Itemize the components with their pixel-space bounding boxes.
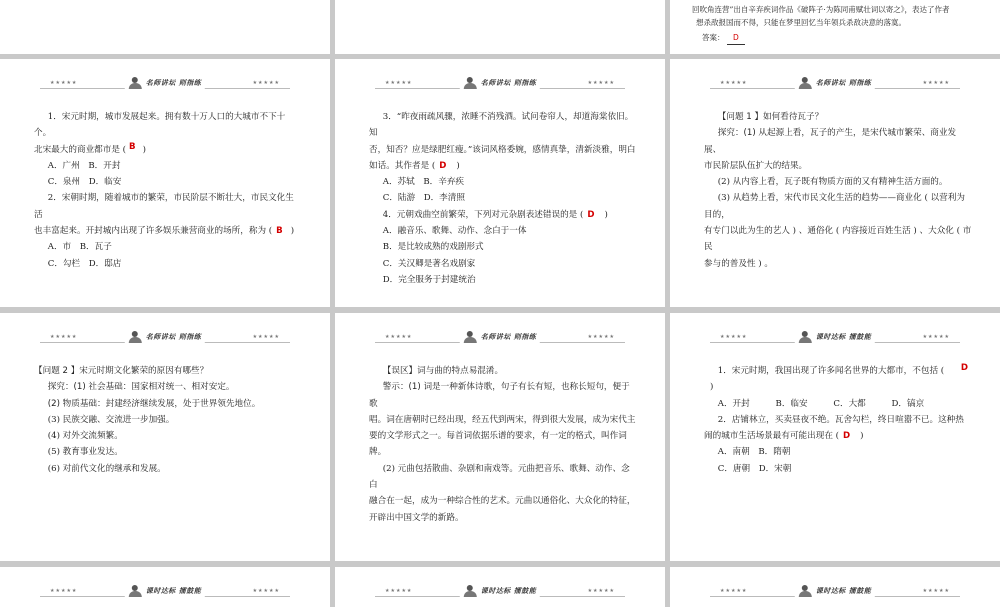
banner-label: 名师讲坛 则指练 [145, 79, 202, 87]
option-row: B．是比较成熟的戏剧形式 [382, 242, 484, 253]
section-banner [335, 585, 665, 601]
slide-3 [670, 0, 1000, 54]
section-banner [670, 77, 1000, 93]
question-2: 2．店铺林立，买卖昼夜不绝。瓦舍勾栏，终日喧嚣不已。这种热 [717, 414, 964, 425]
question-3: 3．“昨夜雨疏风骤，浓睡不消残酒。试问卷帘人，却道海棠依旧。知 [369, 112, 634, 139]
option-row: C．陆游 D．李清照 [382, 193, 465, 204]
student-icon [129, 585, 143, 597]
stars-decoration: ★★★★★ [587, 334, 615, 340]
answer-mark: B [276, 226, 283, 237]
slide-9: ★★★★★ ★★★★★ 课时达标 擂鼓能 1．宋元时期，我国出现了许多闻名世界的大都市，不包括 ( D) A．开封 B．临安 C．大都 D．镐京 2．店铺林立，买卖昼夜不绝。瓦舍勾栏，终日喧嚣不已。这种热 闹的城市生活场景最有可能出现在 ( D ) A．南朝 B．隋朝 C．唐朝 D．宋朝 [670, 313, 1000, 561]
section-banner [670, 331, 1000, 347]
stars-decoration: ★★★★★ [720, 80, 748, 86]
banner-label: 名师讲坛 则指练 [480, 79, 537, 87]
slide-2 [335, 0, 665, 54]
stars-decoration: ★★★★★ [922, 80, 950, 86]
stars-decoration: ★★★★★ [385, 588, 413, 594]
answer-mark: D [587, 209, 595, 220]
answer-label: 答案： [702, 33, 725, 42]
option-row: A．苏轼 B．辛弃疾 [382, 177, 465, 188]
option-row: A．融音乐、歌舞、动作、念白于一体 [382, 226, 527, 237]
problem-title: 【问题 1 】如何看待瓦子？ [717, 112, 824, 122]
stars-decoration: ★★★★★ [922, 334, 950, 340]
section-banner [0, 585, 330, 601]
section-banner [0, 331, 330, 347]
option-row: A．市 B．瓦子 [47, 242, 112, 253]
stars-decoration: ★★★★★ [252, 80, 280, 86]
question-4: 4．元朝戏曲空前繁荣，下列对元杂剧表述错误的是 ( [382, 209, 584, 220]
banner-label: 名师讲坛 则指练 [815, 79, 872, 87]
option-row: D．完全服务于封建统治 [382, 274, 476, 285]
option-row: A．南朝 B．隋朝 [717, 447, 791, 458]
teacher-icon [799, 77, 813, 89]
answer-mark: D [439, 160, 447, 171]
stars-decoration: ★★★★★ [720, 334, 748, 340]
banner-label: 课时达标 擂鼓能 [815, 333, 872, 341]
banner-label: 课时达标 擂鼓能 [145, 587, 202, 595]
slide-7: ★★★★★ ★★★★★ 名师讲坛 则指练 【问题 2 】宋元时期文化繁荣的原因有哪些？ 探究：(1) 社会基础：国家相对统一、相对安定。 (2) 物质基础：封建经济继续发展，处于世界领先地位。 (3) 民族交融、交流进一步加强。 (4) 对外交流频繁。 (5) 教育事业发达。 (6) 对前代文化的继承和发展。 [0, 313, 330, 561]
student-icon [799, 585, 813, 597]
slide-11 [335, 567, 665, 607]
option-row: A．开封 B．临安 C．大都 D．镐京 [717, 398, 925, 409]
banner-label: 名师讲坛 则指练 [480, 333, 537, 341]
student-icon [799, 331, 813, 343]
banner-label: 名师讲坛 则指练 [145, 333, 202, 341]
stars-decoration: ★★★★★ [385, 334, 413, 340]
option-row: C．关汉卿是著名戏剧家 [382, 258, 476, 269]
teacher-icon [129, 331, 143, 343]
text-line: 回吹角连营”出自辛弃疾词作品《破阵子·为陈同甫赋壮词以寄之》，表达了作者 [692, 5, 950, 14]
answer-mark: B [129, 141, 136, 152]
section-banner [0, 77, 330, 93]
stars-decoration: ★★★★★ [50, 588, 78, 594]
stars-decoration: ★★★★★ [587, 80, 615, 86]
stars-decoration: ★★★★★ [720, 588, 748, 594]
problem-title: 【问题 2 】宋元时期文化繁荣的原因有哪些？ [34, 366, 209, 376]
answer-value: D [727, 31, 745, 45]
stars-decoration: ★★★★★ [50, 334, 78, 340]
banner-label: 课时达标 擂鼓能 [480, 587, 537, 595]
slide-5: ★★★★★ ★★★★★ 名师讲坛 则指练 3．“昨夜雨疏风骤，浓睡不消残酒。试问卷帘人，却道海棠依旧。知 否，知否？应是绿肥红瘦。”该词风格委婉，感情真挚，清新淡雅，明白 如话。其作者是 ( D ) A．苏轼 B．辛弃疾 C．陆游 D．李清照 4．元朝戏曲空前繁荣，下列对元杂剧表述错误的是 ( D ) A．融音乐、歌舞、动作、念白于一体 B．是比较成熟的戏剧形式 C．关汉卿是著名戏剧家 D．完全服务于封建统治 [335, 59, 665, 307]
stars-decoration: ★★★★★ [587, 588, 615, 594]
question-1: 1．宋元时期，城市发展起来。拥有数十万人口的大城市不下十个。 [34, 112, 286, 139]
option-row: C．勾栏 D．邸店 [47, 258, 122, 269]
student-icon [464, 585, 478, 597]
option-row: A．广州 B．开封 [47, 160, 121, 171]
problem-title: 【误区】词与曲的特点易混淆。 [382, 366, 504, 376]
stars-decoration: ★★★★★ [385, 80, 413, 86]
slide-1 [0, 0, 330, 54]
banner-label: 课时达标 擂鼓能 [815, 587, 872, 595]
stars-decoration: ★★★★★ [50, 80, 78, 86]
text-line: 想杀敌报国而不得，只能在梦里回忆当年领兵杀敌决意的落寞。 [696, 18, 906, 27]
section-banner [335, 77, 665, 93]
slide-10 [0, 567, 330, 607]
section-banner [670, 585, 1000, 601]
teacher-icon [129, 77, 143, 89]
teacher-icon [464, 331, 478, 343]
stars-decoration: ★★★★★ [252, 334, 280, 340]
section-banner [335, 331, 665, 347]
slide-12 [670, 567, 1000, 607]
teacher-icon [464, 77, 478, 89]
slide-6: ★★★★★ ★★★★★ 名师讲坛 则指练 【问题 1 】如何看待瓦子？ 探究：(1) 从起源上看，瓦子的产生，是宋代城市繁荣、商业发展、 市民阶层队伍扩大的结果。 (2) 从内容上看，瓦子既有物质方面的又有精神生活方面的。 (3) 从趋势上看，宋代市民文化生活的趋势——商业化 ( 以营利为目的， 有专门以此为生的艺人 ) 、通俗化 ( 内容接近百姓生活 ) 、大众化 ( 市民 参与的普及性 ) 。 [670, 59, 1000, 307]
answer-mark: D [960, 363, 969, 373]
question-2: 2．宋朝时期，随着城市的繁荣，市民阶层不断壮大，市民文化生活 [34, 193, 294, 220]
question-1: 1．宋元时期，我国出现了许多闻名世界的大都市，不包括 ( [717, 366, 945, 376]
stars-decoration: ★★★★★ [252, 588, 280, 594]
stars-decoration: ★★★★★ [922, 588, 950, 594]
option-row: C．泉州 D．临安 [47, 177, 122, 188]
option-row: C．唐朝 D．宋朝 [717, 463, 792, 474]
slide-8: ★★★★★ ★★★★★ 名师讲坛 则指练 【误区】词与曲的特点易混淆。 警示：(1) 词是一种新体诗歌，句子有长有短，也称长短句，便于歌 唱。词在唐朝时已经出现，经五代到两宋，得到很大发展，成为宋代主 要的文学形式之一。每首词依据乐谱的要求，有一定的格式，叫作词牌。 (2) 元曲包括散曲、杂剧和南戏等。元曲把音乐、歌舞、动作、念白 融合在一起，成为一种综合性的艺术。元曲以通俗化、大众化的特征， 开辟出中国文学的新路。 [335, 313, 665, 561]
answer-mark: D [843, 431, 851, 442]
slide-4: ★★★★★ ★★★★★ 名师讲坛 则指练 1．宋元时期，城市发展起来。拥有数十万人口的大城市不下十个。 北宋最大的商业都市是 ( B ) A．广州 B．开封 C．泉州 D．临安 2．宋朝时期，随着城市的繁荣，市民阶层不断壮大，市民文化生活 也丰富起来。开封城内出现了许多娱乐兼营商业的场所，称为 ( B ) A．市 B．瓦子 C．勾栏 D．邸店 [0, 59, 330, 307]
